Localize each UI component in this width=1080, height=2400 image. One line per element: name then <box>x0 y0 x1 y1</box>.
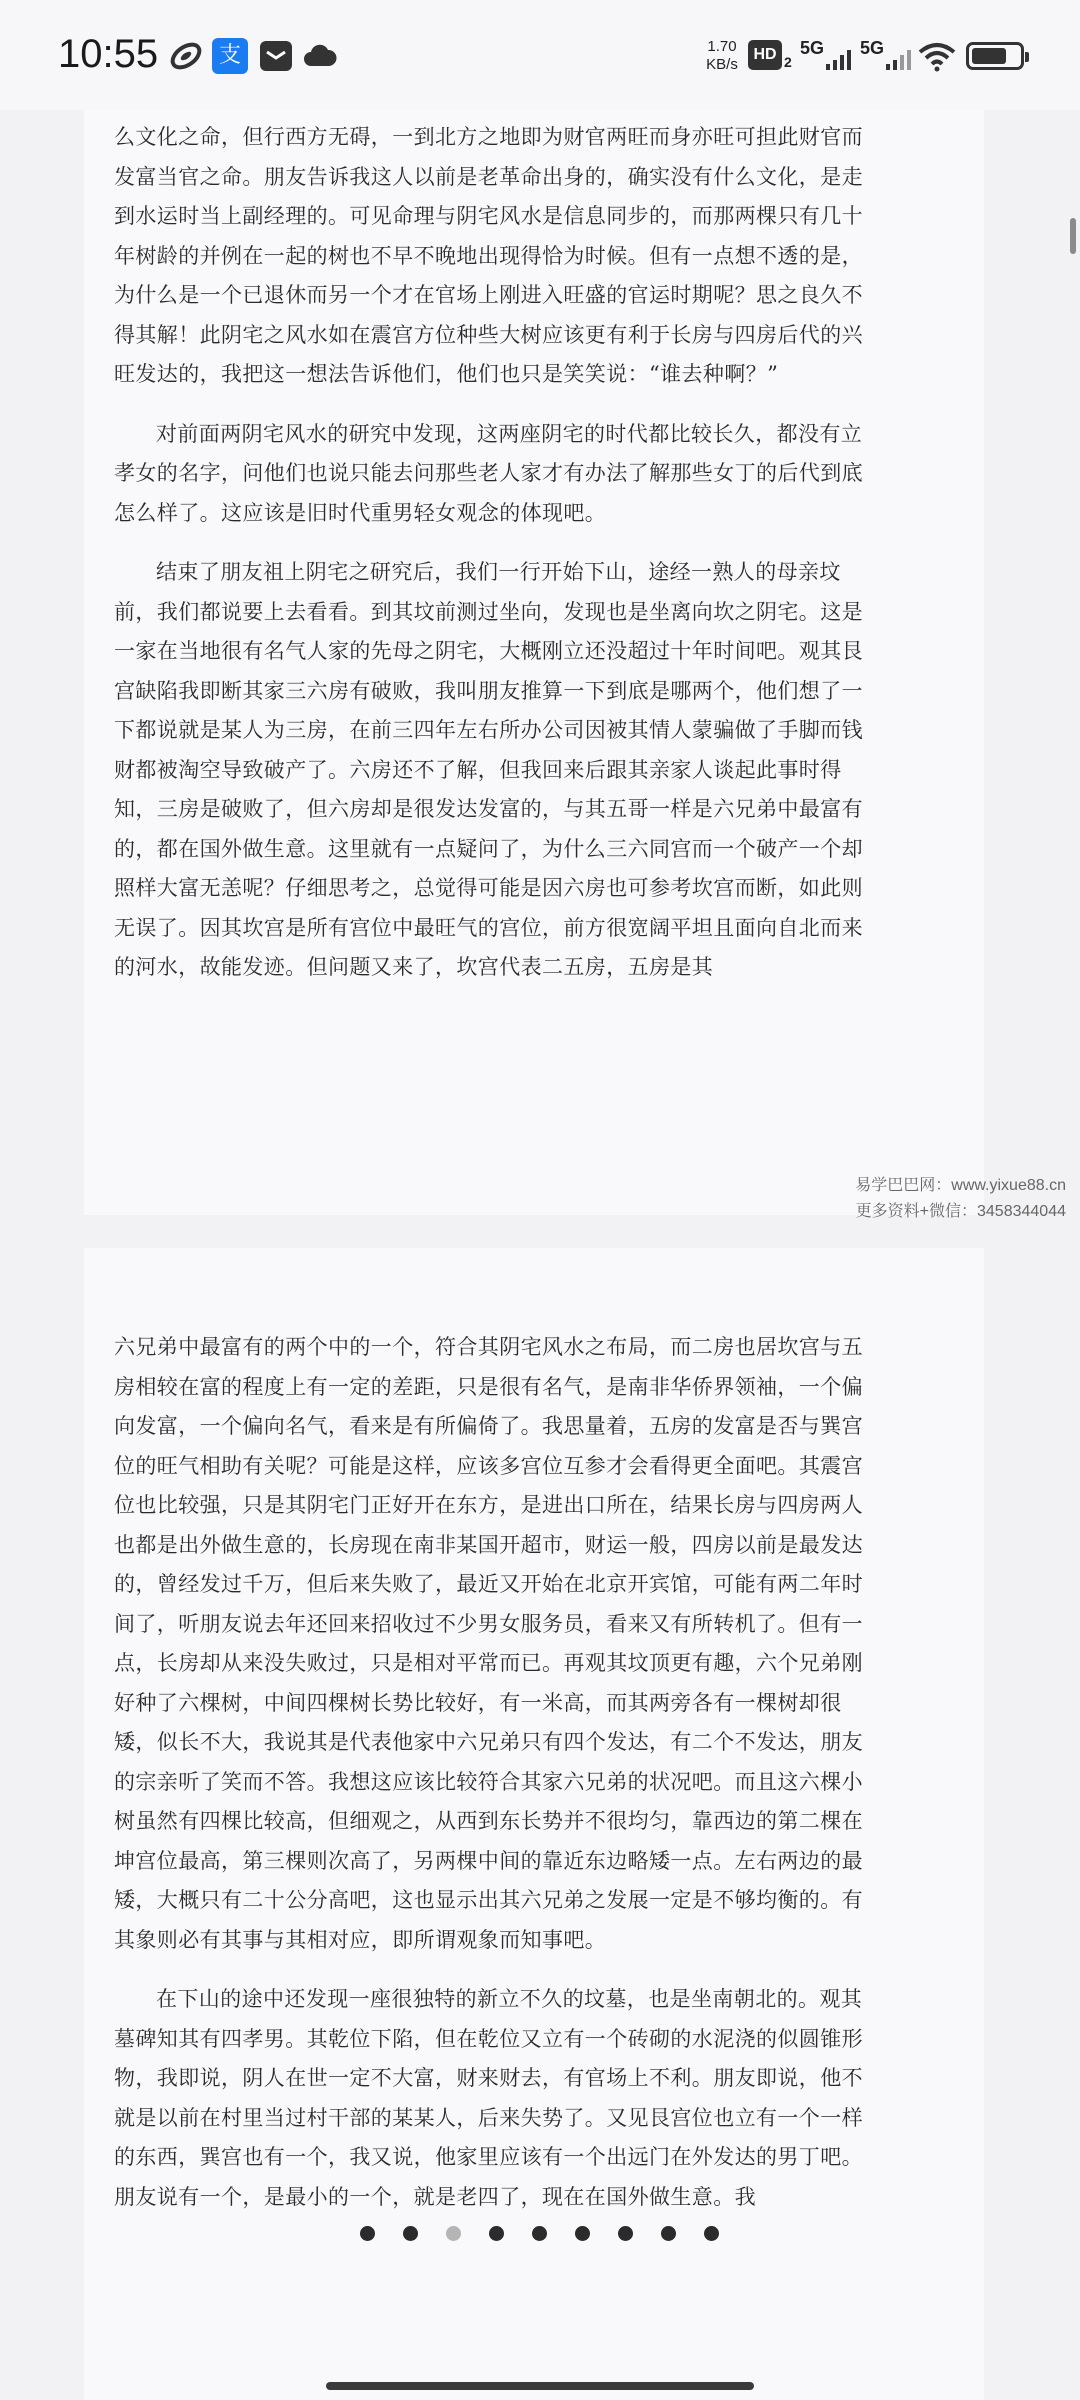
watermark-contact: 更多资料+微信：3458344044 <box>855 1203 1066 1220</box>
watermark-site: 易学巴巴网：www.yixue88.cn <box>855 1177 1066 1194</box>
page-dot[interactable] <box>532 2226 547 2241</box>
page-dot[interactable] <box>360 2226 375 2241</box>
status-bar <box>0 0 1080 110</box>
loop-app-icon <box>168 38 204 74</box>
hd-icon <box>748 40 782 70</box>
paragraph: 结束了朋友祖上阴宅之研究后，我们一行开始下山，途经一熟人的母亲坟前，我们都说要上去看看。到其坟前测过坐向，发现也是坐离向坎之阴宅。这是一家在当地很有名气人家的先母之阴宅，大概刚立还没超过十年时间吧。观其艮宫缺陷我即断其家三六房有破败，我叫朋友推算一下到底是哪两个，他们想了一下都说就是某人为三房，在前三四年左右所办公司因被其情人蒙骗做了手脚而钱财都被淘空导致破产了。六房还不了解，但我回来后跟其亲家人谈起此事时得知，三房是破败了，但六房却是很发达发富的，与其五哥一样是六兄弟中最富有的，都在国外做生意。这里就有一点疑问了，为什么三六同宫而一个破产一个却照样大富无恙呢？仔细思考之，总觉得可能是因六房也可参考坎宫而断，如此则无误了。因其坎宫是所有宫位中最旺气的宫位，前方很宽阔平坦且面向自北而来的河水，故能发迹。但问题又来了，坎宫代表二五房，五房是其 <box>114 560 863 979</box>
paragraph: 在下山的途中还发现一座很独特的新立不久的坟墓，也是坐南朝北的。观其墓碑知其有四孝男。其乾位下陷，但在乾位又立有一个砖砌的水泥浇的似圆锥形物，我即说，阴人在世一定不大富，财来财去，有官场上不利。朋友即说，他不就是以前在村里当过村干部的某某人，后来失势了。又见艮宫位也立有一个一样的东西，巽宫也有一个，我又说，他家里应该有一个出远门在外发达的男丁吧。朋友说有一个，是最小的一个，就是老四了，现在在国外做生意。我 <box>114 1987 863 2209</box>
battery-icon <box>966 42 1024 70</box>
mail-icon <box>258 38 294 74</box>
alipay-glyph: 支 <box>218 43 241 68</box>
signal2-label: 5G <box>860 38 885 58</box>
page-dot[interactable] <box>618 2226 633 2241</box>
page-dot[interactable] <box>489 2226 504 2241</box>
home-indicator[interactable] <box>326 2382 754 2390</box>
page-dot[interactable] <box>575 2226 590 2241</box>
page-dot[interactable] <box>661 2226 676 2241</box>
page-dot-active[interactable] <box>446 2226 461 2241</box>
paragraph: 六兄弟中最富有的两个中的一个，符合其阴宅风水之布局，而二房也居坎宫与五房相较在富的程度上有一定的差距，只是很有名气，是南非华侨界领袖，一个偏向发富，一个偏向名气，看来是有所偏倚了。我思量着，五房的发富是否与巽宫位的旺气相助有关呢？可能是这样，应该多宫位互参才会看得更全面吧。其震宫位也比较强，只是其阴宅门正好开在东方，是进出口所在，结果长房与四房两人也都是出外做生意的，长房现在南非某国开超市，财运一般，四房以前是最发达的，曾经发过千万，但后来失败了，最近又开始在北京开宾馆，可能有两二年时间了，听朋友说去年还回来招收过不少男女服务员，看来又有所转机了。但有一点，长房却从来没失败过，只是相对平常而已。再观其坟顶更有趣，六个兄弟刚好种了六棵树，中间四棵树长势比较好，有一米高，而其两旁各有一棵树却很矮，似长不大，我说其是代表他家中六兄弟只有四个发达，有二个不发达，朋友的宗亲听了笑而不答。我想这应该比较符合其家六兄弟的状况吧。而且这六棵小树虽然有四棵比较高，但细观之，从西到东长势并不很均匀，靠西边的第二棵在坤宫位最高，第三棵则次高了，另两棵中间的靠近东边略矮一点。左右两边的最矮，大概只有二十公分高吧，这也显示出其六兄弟之发展一定是不够均衡的。有其象则必有其事与其相对应，即所谓观象而知事吧。 <box>114 1335 863 1952</box>
page-dot[interactable] <box>704 2226 719 2241</box>
page1-text <box>114 118 874 988</box>
clock: 10:55 <box>58 32 159 76</box>
net-speed <box>692 38 752 74</box>
net-speed-unit: KB/s <box>706 56 738 73</box>
page-dot[interactable] <box>403 2226 418 2241</box>
paragraph: 对前面两阴宅风水的研究中发现，这两座阴宅的时代都比较长久，都没有立孝女的名字，问他们也说只能去问那些老人家才有办法了解那些女丁的后代到底怎么样了。这应该是旧时代重男轻女观念的体现吧。 <box>114 421 863 525</box>
hd-sub: 2 <box>784 54 792 70</box>
alipay-icon <box>212 38 248 74</box>
signal1-label: 5G <box>800 38 825 58</box>
net-speed-value: 1.70 <box>707 38 737 55</box>
wifi-icon <box>918 42 956 76</box>
page2-text <box>114 1328 874 2217</box>
scrollbar-thumb[interactable] <box>1070 218 1076 254</box>
cloud-icon <box>302 38 338 74</box>
paragraph: 么文化之命，但行西方无碍，一到北方之地即为财官两旺而身亦旺可担此财官而发富当官之命。朋友告诉我这人以前是老革命出身的，确实没有什么文化，是走到水运时当上副经理的。可见命理与阴宅风水是信息同步的，而那两棵只有几十年树龄的并例在一起的树也不早不晚地出现得恰为时候。但有一点想不透的是，为什么是一个已退休而另一个才在官场上刚进入旺盛的官运时期呢？思之良久不得其解！此阴宅之风水如在震宫方位种些大树应该更有利于长房与四房后代的兴旺发达的，我把这一想法告诉他们，他们也只是笑笑说：“谁去种啊？” <box>114 125 863 386</box>
page-indicator <box>0 2226 1080 2246</box>
hd-label: HD <box>753 46 777 63</box>
